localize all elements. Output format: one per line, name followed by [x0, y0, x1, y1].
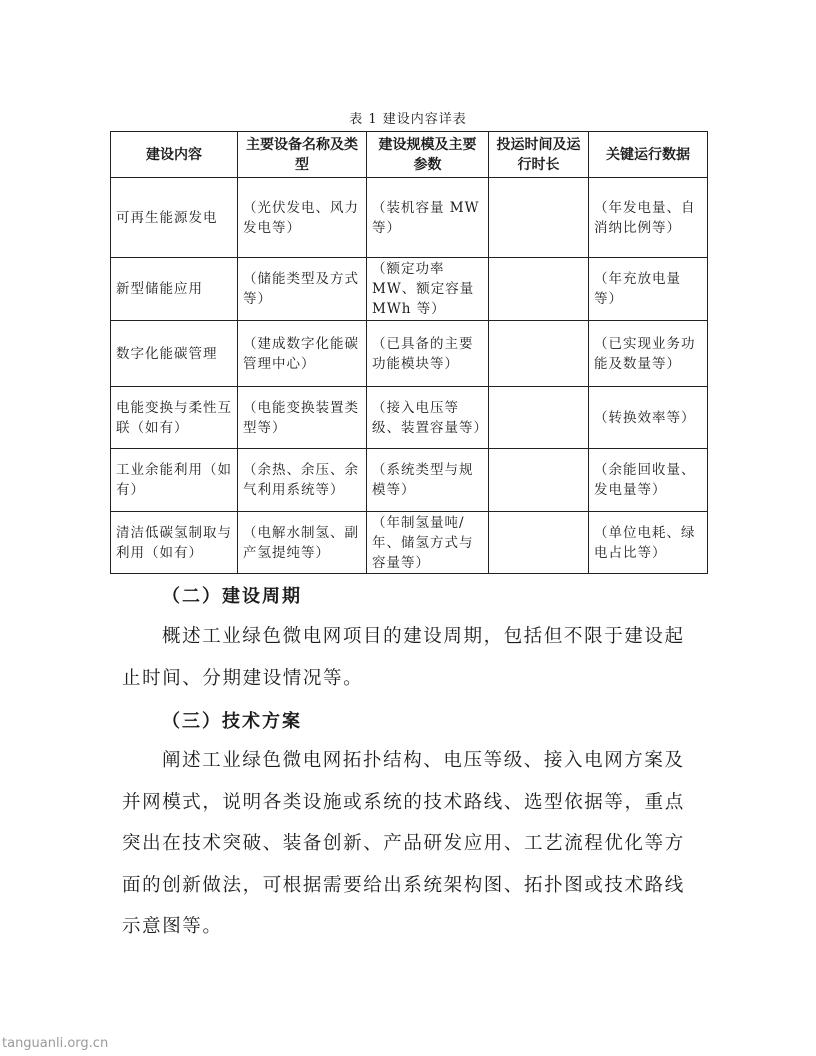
table-cell: （已具备的主要功能模块等）: [367, 321, 489, 387]
table-cell: 可再生能源发电: [111, 178, 238, 258]
table-cell: （已实现业务功能及数量等）: [589, 321, 708, 387]
table-cell: 工业余能利用（如有）: [111, 449, 238, 512]
table-caption: 表 1 建设内容详表: [349, 112, 467, 127]
table-row: [111, 387, 708, 449]
table-row: [111, 512, 708, 574]
table-row: [111, 449, 708, 512]
table-cell: （年充放电量等）: [589, 258, 708, 321]
table-cell: （光伏发电、风力发电等）: [238, 178, 367, 258]
table-row: [111, 258, 708, 321]
table-cell: 清洁低碳氢制取与利用（如有）: [111, 512, 238, 574]
table-cell: [489, 512, 589, 574]
section-body-construction-period: 概述工业绿色微电网项目的建设周期，包括但不限于建设起止时间、分期建设情况等。: [122, 626, 685, 689]
table-cell: [489, 178, 589, 258]
header-cell: 建设规模及主要参数: [367, 132, 489, 178]
table-cell: [489, 321, 589, 387]
table-cell: （储能类型及方式等）: [238, 258, 367, 321]
table-cell: （年发电量、自消纳比例等）: [589, 178, 708, 258]
header-cell: 建设内容: [111, 132, 238, 178]
construction-details-table: [110, 131, 708, 574]
table-cell: [489, 449, 589, 512]
table-header-row: [111, 132, 708, 178]
table-cell: （系统类型与规模等）: [367, 449, 489, 512]
table-cell: （接入电压等级、装置容量等）: [367, 387, 489, 449]
table-cell: （电能变换装置类型等）: [238, 387, 367, 449]
table-row: [111, 321, 708, 387]
section-heading-construction-period: （二）建设周期: [162, 586, 302, 607]
table-cell: （装机容量 MW 等）: [367, 178, 489, 258]
table-cell: 新型储能应用: [111, 258, 238, 321]
table-row: [111, 178, 708, 258]
header-cell: 投运时间及运行时长: [489, 132, 589, 178]
table-cell: [489, 258, 589, 321]
table-cell: 电能变换与柔性互联（如有）: [111, 387, 238, 449]
table-cell: （余能回收量、发电量等）: [589, 449, 708, 512]
table-cell: （转换效率等）: [589, 387, 708, 449]
table-cell: （年制氢量吨/年、储氢方式与容量等）: [367, 512, 489, 574]
watermark: tanguanli.org.cn: [2, 1036, 109, 1051]
section-body-technical-plan: 阐述工业绿色微电网拓扑结构、电压等级、接入电网方案及并网模式，说明各类设施或系统的技术路线、选型依据等，重点突出在技术突破、装备创新、产品研发应用、工艺流程优化等方面的创新做法，可根据需要给出系统架构图、拓扑图或技术路线示意图等。: [122, 750, 685, 937]
header-cell: 主要设备名称及类型: [238, 132, 367, 178]
table-cell: （余热、余压、余气利用系统等）: [238, 449, 367, 512]
header-cell: 关键运行数据: [589, 132, 708, 178]
table-cell: （额定功率 MW、额定容量 MWh 等）: [367, 258, 489, 321]
table-cell: [489, 387, 589, 449]
section-heading-technical-plan: （三）技术方案: [162, 711, 302, 732]
table-cell: 数字化能碳管理: [111, 321, 238, 387]
table-cell: （电解水制氢、副产氢提纯等）: [238, 512, 367, 574]
table-cell: （单位电耗、绿电占比等）: [589, 512, 708, 574]
table-cell: （建成数字化能碳管理中心）: [238, 321, 367, 387]
